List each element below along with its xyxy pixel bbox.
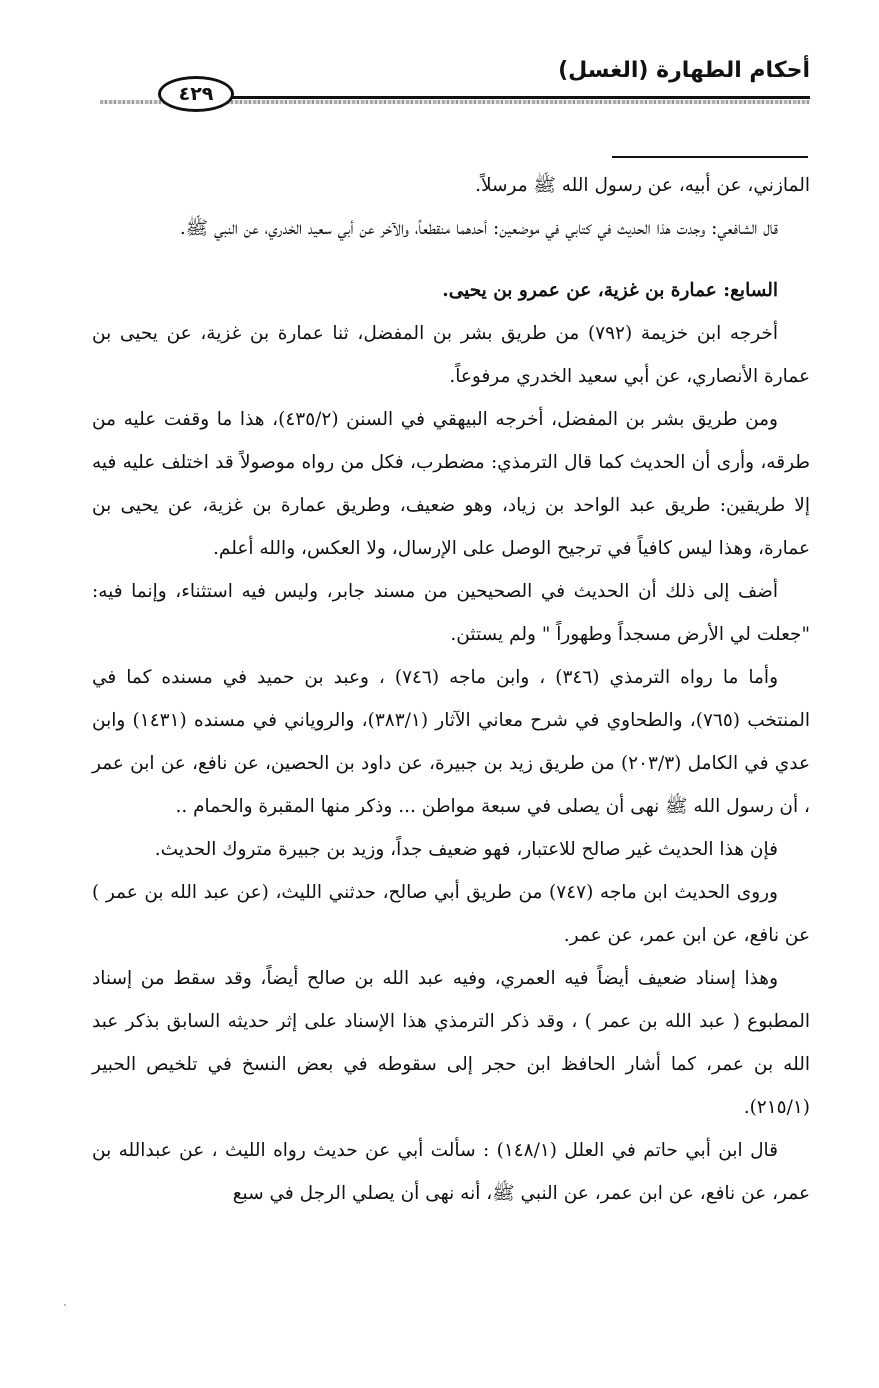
paragraph: أضف إلى ذلك أن الحديث في الصحيحين من مسند جابر، وليس فيه استثناء، وإنما فيه: "جعلت لي الأرض مسجداً وطهوراً " ولم يستثن.: [92, 581, 810, 645]
paragraph: قال ابن أبي حاتم في العلل (١٤٨/١) : سألت أبي عن حديث رواه الليث ، عن عبدالله بن عمر، عن نافع، عن ابن عمر، عن النبي ﷺ، أنه نهى أن يصلي الرجل في سبع: [92, 1140, 810, 1204]
paragraph: وأما ما رواه الترمذي (٣٤٦) ، وابن ماجه (٧٤٦) ، وعبد بن حميد في مسنده كما في المنتخب (٧٦٥)، والطحاوي في شرح معاني الآثار (٣٨٣/١)، والروياني في مسنده (١٤٣١) وابن عدي في الكامل (٢٠٣/٣) من طريق زيد بن جبيرة، عن داود بن الحصين، عن نافع، عن ابن عمر ، أن رسول الله ﷺ نهى أن يصلى في سبعة مواطن ... وذكر منها المقبرة والحمام ..: [92, 667, 811, 817]
paragraph: ومن طريق بشر بن المفضل، أخرجه البيهقي في السنن (٤٣٥/٢)، هذا ما وقفت عليه من طرقه، وأرى أن الحديث كما قال الترمذي: مضطرب، فكل من رواه موصولاً قد اختلف عليه فيه إلا طريقين: طريق عبد الواحد بن زياد، وهو ضعيف، وطريق عمارة بن غزية، عن يحيى بن عمارة، وهذا ليس كافياً في ترجيح الوصل على الإرسال، ولا العكس، والله أعلم.: [92, 409, 810, 559]
paragraph: وهذا إسناد ضعيف أيضاً فيه العمري، وفيه عبد الله بن صالح أيضاً، وقد سقط من إسناد المطبوع ( عبد الله بن عمر ) ، وقد ذكر الترمذي هذا الإسناد على إثر حديثه السابق بذكر عبد الله بن عمر، كما أشار الحافظ ابن حجر إلى سقوطه في بعض النسخ في تلخيص الحبير (٢١٥/١).: [92, 968, 810, 1118]
page-number: ٤٢٩: [158, 76, 234, 112]
paragraph: المازني، عن أبيه، عن رسول الله ﷺ مرسلاً.: [475, 175, 810, 196]
footnote-separator: [612, 156, 808, 158]
chapter-title: أحكام الطهارة (الغسل): [558, 58, 810, 83]
body-text: [92, 164, 810, 1215]
paragraph: قال الشافعي: وجدت هذا الحديث في كتابي في موضعين: أحدهما منقطعاً، والآخر عن أبي سعيد الخدري، عن النبي ﷺ.: [179, 218, 778, 239]
paragraph: وروى الحديث ابن ماجه (٧٤٧) من طريق أبي صالح، حدثني الليث، (عن عبد الله بن عمر ) عن نافع، عن ابن عمر، عن عمر.: [92, 882, 810, 946]
section-heading: السابع: عمارة بن غزية، عن عمرو بن يحيى.: [442, 280, 778, 301]
header-rule: [228, 96, 810, 99]
scan-speck: [64, 1304, 66, 1306]
running-header: [90, 52, 810, 112]
paragraph: فإن هذا الحديث غير صالح للاعتبار، فهو ضعيف جداً، وزيد بن جبيرة متروك الحديث.: [154, 839, 778, 860]
paragraph: أخرجه ابن خزيمة (٧٩٢) من طريق بشر بن المفضل، ثنا عمارة بن غزية، عن يحيى بن عمارة الأنصاري، عن أبي سعيد الخدري مرفوعاً.: [92, 323, 810, 387]
